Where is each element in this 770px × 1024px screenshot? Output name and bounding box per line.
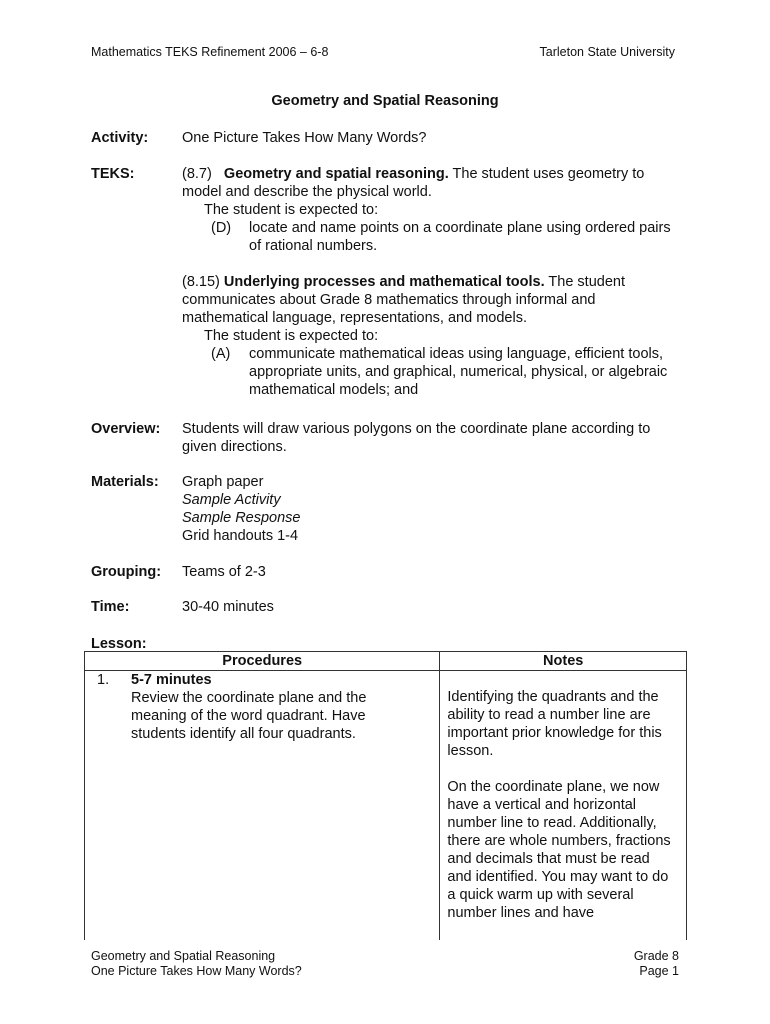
note-paragraph: Identifying the quadrants and the ability to read a number line are important prior knowledge for this lesson. [447,689,662,759]
activity-text: One Picture Takes How Many Words? [182,130,427,146]
page-title: Geometry and Spatial Reasoning [271,93,499,109]
footer-page-number: Page 1 [639,964,679,978]
notes-cell [440,671,687,941]
grouping-label: Grouping: [91,564,162,580]
material-item: Sample Activity [182,492,281,508]
table-row [85,671,687,941]
teks-8-7-heading: Geometry and spatial reasoning. [223,166,449,182]
teks-8-15-expected: The student is expected to: [204,328,379,344]
lesson-table [84,651,687,940]
step-duration: 5-7 minutes [131,672,212,688]
teks-8-7-item-marker: (D) [211,220,232,236]
materials-label: Materials: [91,474,159,490]
teks-8-15-number: (8.15) [182,274,220,290]
procedures-cell [85,671,440,941]
step-number: 1. [97,672,110,688]
teks-8-15-item [182,345,680,399]
material-item: Sample Response [182,510,301,526]
teks-standard-8-7 [182,165,680,201]
time-label: Time: [91,599,130,615]
activity-section [91,129,680,147]
lesson-label: Lesson: [91,636,147,652]
teks-8-15-item-marker: (A) [211,346,231,362]
note-paragraph: On the coordinate plane, we now have a vertical and horizontal number line to read. Additionally, there are whole numbers, fractions and decimals that must be read and identified. You may want to do a quick warm up with several number lines and have [447,779,671,921]
teks-standard-8-15 [182,273,680,327]
step-text: Review the coordinate plane and the meaning of the word quadrant. Have students identify all four quadrants. [131,690,367,742]
table-header-row [85,652,687,671]
teks-section [91,165,680,399]
grouping-text: Teams of 2-3 [182,564,266,580]
footer-left-line2: One Picture Takes How Many Words? [91,964,302,978]
page-footer [91,949,679,979]
material-item: Grid handouts 1-4 [182,528,299,544]
page-header [91,45,675,59]
teks-8-7-item-text: locate and name points on a coordinate plane using ordered pairs of rational numbers. [249,220,671,254]
time-section [91,598,680,616]
teks-8-15-item-text: communicate mathematical ideas using language, efficient tools, appropriate units, and graphical, numerical, physical, or algebraic mathematical models; and [249,346,668,398]
activity-label: Activity: [91,130,149,146]
notes-column-header: Notes [440,652,687,671]
teks-label: TEKS: [91,166,135,182]
teks-8-7-expected: The student is expected to: [204,202,379,218]
teks-8-7-item [182,219,680,255]
overview-section [91,420,680,456]
overview-label: Overview: [91,421,161,437]
footer-left-line1: Geometry and Spatial Reasoning [91,949,276,963]
teks-8-7-text: The student uses geometry to model and describe the physical world. [182,166,645,200]
procedures-column-header: Procedures [85,652,440,671]
time-text: 30-40 minutes [182,599,274,615]
material-item: Graph paper [182,474,264,490]
header-right: Tarleton State University [539,45,675,59]
overview-text: Students will draw various polygons on the coordinate plane according to given directions. [182,421,651,455]
teks-8-15-text: The student communicates about Grade 8 mathematics through informal and mathematical language, representations, and models. [182,274,625,326]
teks-8-15-heading: Underlying processes and mathematical tools. [223,274,545,290]
teks-8-7-number: (8.7) [182,166,212,182]
footer-grade: Grade 8 [633,949,679,963]
grouping-section [91,563,680,581]
header-left: Mathematics TEKS Refinement 2006 – 6-8 [91,45,329,59]
materials-section [91,473,680,545]
